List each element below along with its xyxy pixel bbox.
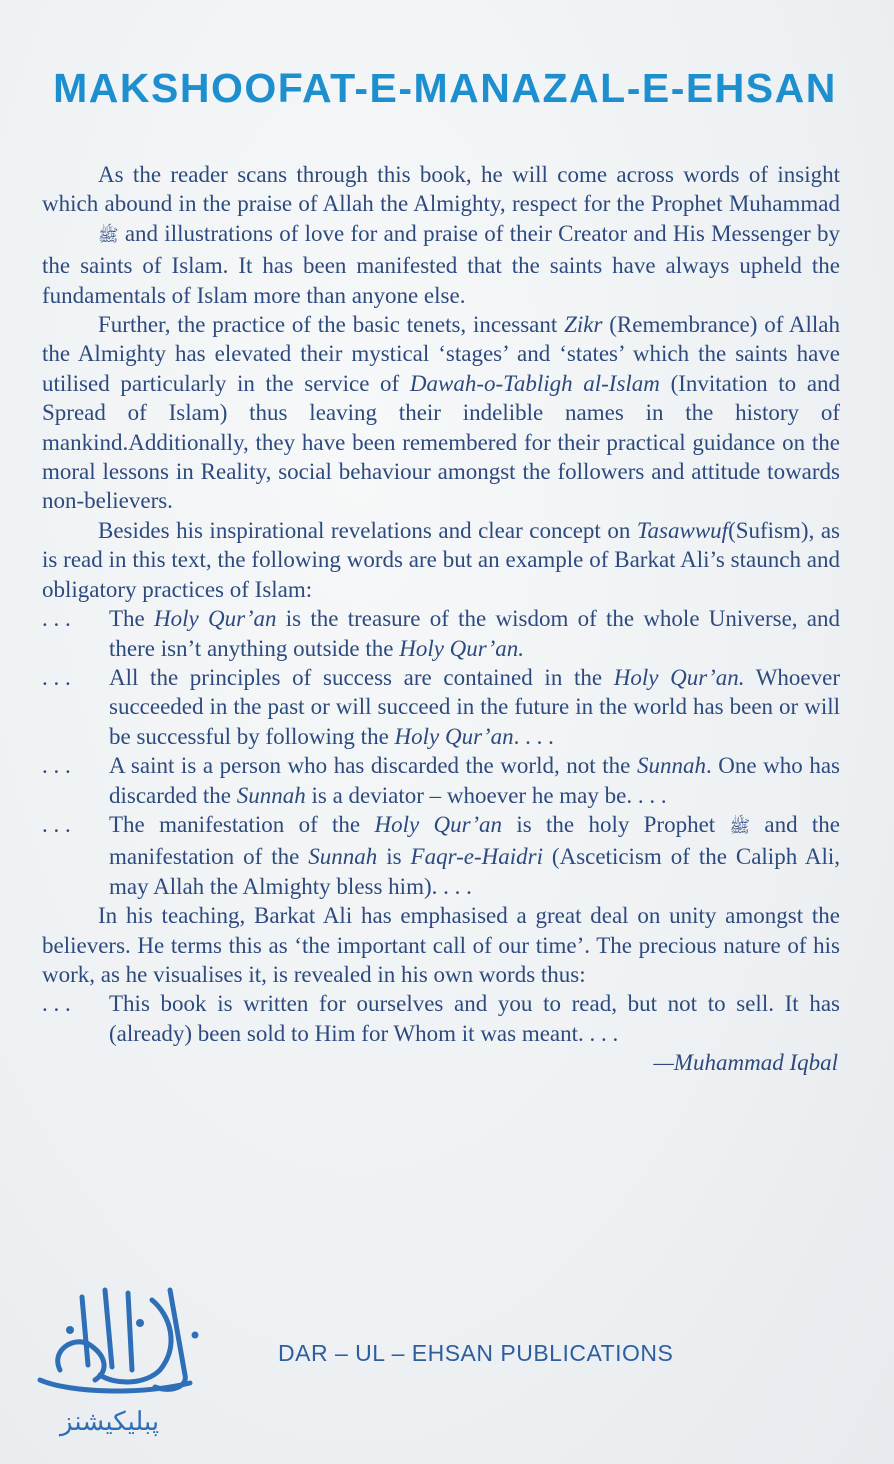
calligraphy-logo-icon [20,1275,220,1405]
q1-holy: Holy Qur’an [154,606,277,632]
p2-zikr: Zikr [564,312,603,338]
q2-text-b: Whoever succeeded in the past or will succeed in the future in the world has been or will be successful by following the [109,664,840,749]
quote-2 [42,663,840,751]
q3-sunnah: Sunnah [636,753,706,779]
paragraph-2 [42,310,840,516]
q4-text-e: (Asceticism of the Caliph Ali, may Allah the Almighty bless him). . . . [109,844,841,899]
quote-4 [42,810,840,901]
q5-text: This book is written for ourselves and you to read, but not to sell. It has (already) been sold to Him for Whom it was meant. . . . [109,991,840,1046]
logo-urdu-wordmark: پبلیکیشنز [60,1407,160,1436]
p2-text-b: (Remembrance) of Allah the Almighty has elevated their mystical ‘stages’ and ‘states’ which the saints have utilised particularly in the service of [42,312,840,396]
p2-text-c: (Invitation to and Spread of Islam) thus leaving their indelible names in the history of mankind.Additionally, they have been remembered for their practical guidance on the moral lessons in Reality, social behaviour amongst the followers and attitude towards non-believers. [42,370,841,514]
p3-text-a: Besides his inspirational revelations and clear concept on [98,517,631,543]
q3-text-a: A saint is a person who has discarded the world, not the [109,753,631,779]
p3-text-b: (Sufism), as is read in this text, the following words are but an example of Barkat Ali’s staunch and obligatory practices of Islam: [42,517,840,602]
honorific-calligraphy: ﷺ [729,816,751,837]
ellipsis-marker: . . . [42,811,71,837]
q4-text-d: is [386,844,402,870]
ellipsis-marker: . . . [42,991,71,1017]
p2-text-a: Further, the practice of the basic tenets, incessant [98,312,558,338]
q4-faqr: Faqr-e-Haidri [410,844,543,870]
p1-text: As the reader scans through this book, he will come across words of insight which abound in the praise of Allah the Almighty, respect for the Prophet Muhammad [42,162,840,217]
q2-text-a: All the principles of success are contained in the [109,664,603,690]
paragraph-1 [42,160,840,310]
q4-text-c: and the manifestation of the [109,811,840,870]
blurb-text [42,160,840,1078]
q3-text-b: . One who has discarded the [109,753,840,808]
publisher-name: DAR – UL – EHSAN PUBLICATIONS [278,1340,674,1366]
q3-sunnah-2: Sunnah [236,782,306,808]
q4-sunnah: Sunnah [308,844,378,870]
quote-5 [42,989,840,1048]
publisher-logo [20,1275,220,1445]
quote-3 [42,751,840,810]
q1-text-a: The [109,606,145,632]
p3-tasawwuf: Tasawwuf [636,517,729,543]
honorific-calligraphy: ﷺ [98,225,119,246]
p2-dawah: Dawah-o-Tabligh al-Islam [409,370,660,396]
q4-text-b: is the holy Prophet [516,811,716,837]
q1-holy-2: Holy Qur’an. [399,635,525,661]
q4-holy: Holy Qur’an [374,811,503,837]
p1-text-b: and illustrations of love for and praise of their Creator and His Messenger by the saints of Islam. It has been manifested that the saints have always upheld the fundamentals of Islam more than anyone else. [42,220,841,308]
paragraph-4: In his teaching, Barkat Ali has emphasised a great deal on unity amongst the believers. He terms this as ‘the important call of our time’. The precious nature of his work, as he visualises it, is revealed in his own words thus: [42,903,840,987]
q1-text-b: is the treasure of the wisdom of the whole Universe, and there isn’t anything outside the [109,606,840,661]
q2-holy: Holy Qur’an. [613,664,745,690]
q4-text-a: The manifestation of the [109,811,361,837]
ellipsis-marker: . . . [42,753,71,779]
quote-1 [42,604,840,663]
q2-holy-2: Holy Qur’an [394,723,514,749]
paragraph-3 [42,516,840,604]
q2-text-c: . . . . [513,723,554,749]
q3-text-c: is a deviator – whoever he may be. . . . [311,782,667,808]
ellipsis-marker: . . . [42,664,71,690]
book-title: MAKSHOOFAT-E-MANAZAL-E-EHSAN [53,65,837,111]
ellipsis-marker: . . . [42,606,71,632]
author-signature: —Muhammad Iqbal [653,1050,838,1076]
